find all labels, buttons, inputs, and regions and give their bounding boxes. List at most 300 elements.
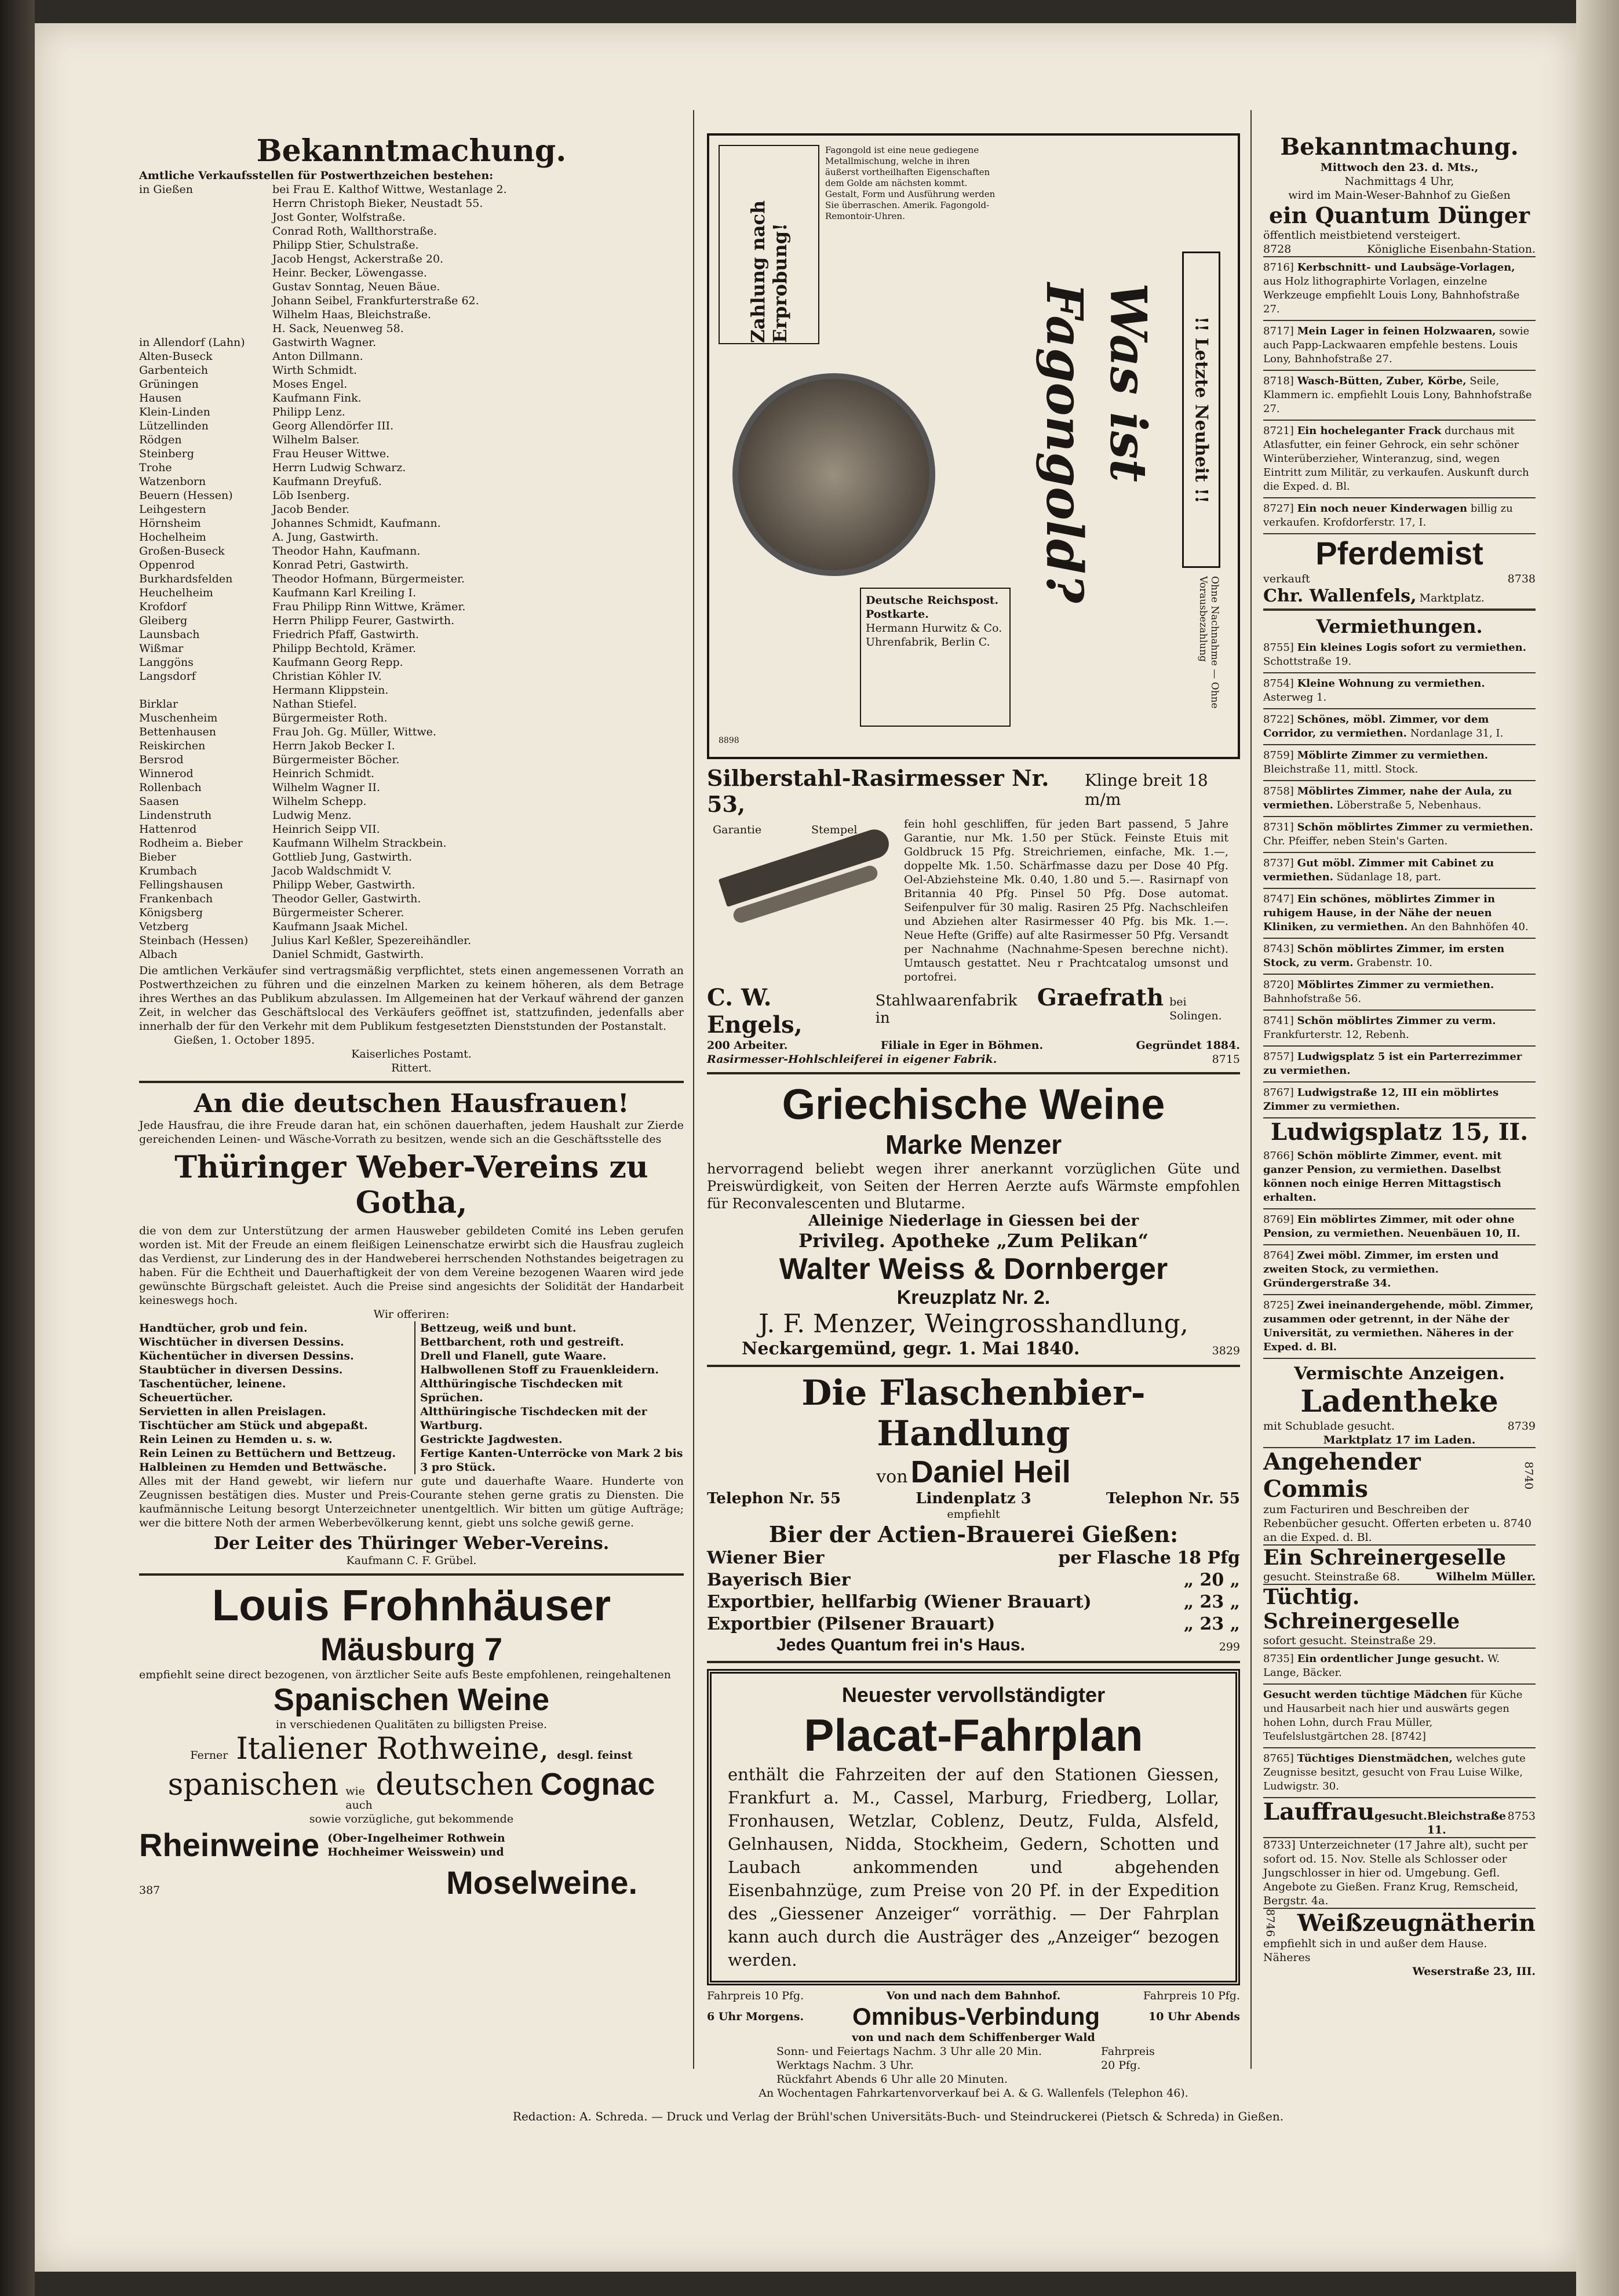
rental-ad (1263, 853, 1536, 889)
bek-row (139, 683, 684, 697)
bek-row (139, 433, 684, 447)
lt-title: Ladentheke (1300, 1384, 1498, 1419)
watch-side: Ohne Nachnahme — Ohne Vorausbezahlung (1197, 576, 1220, 709)
bek-place: Hörnsheim (139, 517, 201, 530)
lf-rhein2: (Ober-Ingelheimer Rothwein Hochheimer Weisswein) und (327, 1831, 505, 1858)
fb-beer-price: „ 23 „ (1183, 1614, 1240, 1634)
bek-row (139, 489, 684, 502)
hf-item: Rein Leinen zu Bettüchern und Bettzeug. (139, 1447, 396, 1460)
rental-ad-num: 8722] (1263, 713, 1294, 726)
bek-place: Langsdorf (139, 670, 196, 683)
small-ad (1263, 1748, 1536, 1798)
gw-kreuz: Kreuzplatz Nr. 2. (896, 1287, 1051, 1309)
lf-desgl: desgl. feinst (557, 1749, 633, 1762)
bek-place: in Allendorf (Lahn) (139, 336, 245, 349)
bek-row (139, 363, 684, 377)
rm-blade: Klinge breit 18 m/m (1084, 771, 1208, 809)
bek-place: Albach (139, 948, 178, 961)
hf-item: Halbleinen zu Hemden und Bettwäsche. (139, 1461, 387, 1474)
bek-row (139, 516, 684, 530)
gw-text: hervorragend beliebt wegen ihrer anerkannt vorzüglichen Güte und Preiswürdigkeit, von Seiten der Herren Aerzte aufs Wärmste empfohlen für Reconvalescenten und Blutarme. (707, 1161, 1240, 1212)
bek-row (139, 767, 684, 781)
bek-place: Gleiberg (139, 614, 188, 627)
bek-row (139, 502, 684, 516)
bek-row (139, 808, 684, 822)
bek-row (139, 544, 684, 558)
bek-place (139, 224, 272, 238)
om-fp2: Fahrpreis 10 Pfg. (1143, 1989, 1240, 2002)
hf-item: Drell und Flanell, gute Waare. (420, 1350, 607, 1362)
hf-sign2: Kaufmann C. F. Grübel. (346, 1554, 477, 1567)
bek-row (139, 669, 684, 683)
watch-title1: Was ist (1099, 282, 1157, 482)
rental-ad (1263, 745, 1536, 781)
bek-seller: Heinrich Schmidt. (272, 767, 375, 780)
bek-place (139, 196, 272, 210)
gw-nied: Alleinige Niederlage in Giessen bei der (808, 1212, 1139, 1230)
bek-row (139, 447, 684, 461)
lp-ad-title: Schön möblirte Zimmer, event. mit ganzer Pension, zu vermiethen. Daselbst können noch einige Herren Mittagstisch erhalten. (1263, 1150, 1502, 1204)
va-title: Vermischte Anzeigen. (1294, 1364, 1505, 1384)
rental-ad-text: An den Bahnhöfen 40. (1411, 921, 1529, 933)
rental-ad-num: 8741] (1263, 1015, 1294, 1027)
rental-ad-text: Löberstraße 5, Nebenhaus. (1336, 799, 1482, 811)
lt-addr: Marktplatz 17 im Laden. (1263, 1433, 1536, 1448)
hf-item: Bettbarchent, roth und gestreift. (420, 1336, 624, 1349)
c3-bek-l4: öffentlich meistbietend versteigert. (1263, 229, 1461, 242)
rental-ad-num: 8737] (1263, 857, 1294, 869)
rental-ad-num: 8755] (1263, 642, 1294, 654)
bek-place: Trohe (139, 461, 172, 474)
hf-left-list (139, 1321, 403, 1474)
pf-title: Placat-Fahrplan (804, 1710, 1143, 1761)
pf-text: enthält die Fahrzeiten der auf den Stationen Giessen, Frankfurt a. M., Cassel, Marburg, Friedberg, Lollar, Fronhausen, Wetzlar, Coblenz, Deutz, Fulda, Alsfeld, Gelnhausen, Nidda, Stockheim, Gedern, Schotten und Laubach ankommenden und abgehenden Eisenbahnzüge, zum Preise von 20 Pf. in der Expedition des „Giessener Anzeiger“ vorräthig. — Der Fahrplan kann auch durch die Austräger des „Anzeiger“ bezogen werden. (728, 1765, 1219, 1970)
rm-fil: Filiale in Eger in Böhmen. (880, 1039, 1044, 1052)
bek-place: Krofdorf (139, 600, 187, 613)
rental-ad-title: Schön möblirtes Zimmer zu vermiethen. (1297, 821, 1533, 833)
bek-row (139, 349, 684, 363)
small-ad-num: 8727] (1263, 502, 1294, 515)
gw-title: Griechische Weine (782, 1080, 1165, 1128)
om-rueck: Rückfahrt Abends 6 Uhr alle 20 Minuten. (776, 2073, 1008, 2086)
bek-seller: Herrn Ludwig Schwarz. (272, 461, 406, 474)
bek-row (139, 377, 684, 391)
fb-price-row (707, 1591, 1240, 1613)
pf-mist-markt: Marktplatz. (1419, 592, 1485, 604)
lp-ad (1263, 1295, 1536, 1359)
bek-row (139, 697, 684, 711)
column-rule-2 (1250, 110, 1252, 2069)
lf-name: Louis Frohnhäuser (212, 1581, 611, 1630)
bek-seller: Johannes Schmidt, Kaufmann. (272, 517, 441, 530)
bek-seller: Kaufmann Jsaak Michel. (272, 920, 408, 933)
c3-bek-big: ein Quantum Dünger (1268, 202, 1530, 228)
hf-item: Gestrickte Jagdwesten. (420, 1433, 563, 1446)
bek-place (139, 280, 272, 294)
column-left (139, 110, 684, 1901)
sg-text: gesucht. Steinstraße 68. (1263, 1570, 1401, 1583)
bek-seller: Christian Köhler IV. (272, 670, 382, 683)
watch-ad (707, 133, 1240, 759)
bek-seller: Gottlieb Jung, Gastwirth. (272, 851, 413, 863)
bek-place: Hattenrod (139, 823, 197, 836)
bek-place: Bersrod (139, 753, 184, 766)
rm-gegr: Gegründet 1884. (1136, 1039, 1240, 1052)
bek-seller: Theodor Hofmann, Bürgermeister. (272, 573, 465, 585)
hf-text: die von dem zur Unterstützung der armen Hausweber gebildeten Comité ins Leben gerufen worden ist. Mit der Freude an einem fleißigen Leinenschatze erwirbt sich die Hausfrau zugleich das Verdienst, zur Linderung des in der Handweberei herrschenden Nothstandes beigetragen zu haben. Für die Echtheit und Dauerhaftigkeit der von dem Vereine bezogenen Waaren wird jede gewünschte Bürgschaft geleistet. Auch die Preise sind angesichts der Solidität der Handarbeit keineswegs hoch. (139, 1224, 684, 1307)
rental-ad-title: Kleine Wohnung zu vermiethen. (1297, 677, 1485, 690)
small-ad-num: 8717] (1263, 325, 1294, 337)
rental-ad (1263, 889, 1536, 939)
imprint: Redaction: A. Schreda. — Druck und Verlag der Brühl'schen Universitäts-Buch- und Steindruckerei (Pietsch & Schreda) in Gießen. (512, 2109, 1284, 2123)
om-6: 6 Uhr Morgens. (707, 2010, 804, 2023)
gw-ww: Walter Weiss & Dornberger (779, 1252, 1168, 1286)
small-ad-title: Kerbschnitt- und Laubsäge-Vorlagen, (1297, 261, 1515, 274)
small-ad-title: Tüchtiges Dienstmädchen, (1297, 1752, 1453, 1765)
bek-row (139, 196, 684, 210)
gw-menzer: J. F. Menzer, Weingrosshandlung, (759, 1309, 1188, 1339)
small-ad-text: Seile, Klammern ic. empfiehlt Louis Lony, Bahnhofstraße 27. (1263, 375, 1532, 415)
rental-ad (1263, 817, 1536, 853)
fb-beer-price: „ 20 „ (1183, 1570, 1240, 1590)
bek-seller: Philipp Lenz. (272, 406, 345, 418)
small-ad-num: 8721] (1263, 425, 1294, 437)
bek-row (139, 280, 684, 294)
bek-seller: Ludwig Menz. (272, 809, 352, 822)
rental-ad-title: Ein schönes, möblirtes Zimmer in ruhigem Hause, in der Nähe der neuen Kliniken, zu vermiethen. (1263, 893, 1496, 933)
bek-seller: Philipp Bechtold, Krämer. (272, 642, 416, 655)
rental-ad-title: Schön möblirtes Zimmer, im ersten Stock, zu verm. (1263, 943, 1505, 969)
small-ad-text: sowie auch Papp-Lackwaaren empfehle bestens. Louis Lony, Bahnhofstraße 27. (1263, 325, 1530, 365)
rental-ad-title: Schön möblirtes Zimmer zu verm. (1297, 1015, 1496, 1027)
bek-sign2: Rittert. (391, 1062, 432, 1074)
rental-ad (1263, 709, 1536, 745)
lp-ad-title: Zwei ineinandergehende, möbl. Zimmer, zusammen oder getrennt, in der Nähe der Universität, zu vermiethen. Näheres in der Exped. d. Bl. (1263, 1299, 1534, 1353)
small-ad-title: Ein hocheleganter Frack (1297, 425, 1442, 437)
bek-place: Saasen (139, 795, 179, 808)
bek-place (139, 683, 272, 697)
lauffrau-ges: gesucht. (1374, 1810, 1427, 1823)
bek-sign1: Kaiserliches Postamt. (351, 1048, 472, 1060)
bek-seller: Wilhelm Wagner II. (272, 781, 380, 794)
rental-ad-text: Asterweg 1. (1263, 691, 1327, 704)
watch-post: Deutsche Reichspost. Postkarte. (866, 594, 999, 621)
bek-seller: Kaufmann Fink. (272, 392, 362, 404)
small-ad-text: billig zu verkaufen. Krofdorferstr. 17, I. (1263, 502, 1513, 529)
small-ad-num: 8765] (1263, 1752, 1294, 1765)
bek-seller: Anton Dillmann. (272, 350, 363, 363)
lauffrau2-text: 8733] Unterzeichneter (17 Jahre alt), sucht per sofort od. 15. Nov. Stelle als Schlosser oder Jungschlosser in hier od. Umgebung. Gefl. Angebote zu Gießen. Franz Krug, Remscheid, Bergstr. 4a. (1263, 1838, 1536, 1909)
hf-item: Tischtücher am Stück und abgepaßt. (139, 1419, 368, 1432)
pf-mist-verk: verkauft (1263, 573, 1310, 585)
bek-row (139, 391, 684, 405)
fb-beer-name: Wiener Bier (707, 1548, 825, 1568)
hf-item: Servietten in allen Preislagen. (139, 1405, 326, 1418)
fb-tel2: Telephon Nr. 55 (1106, 1490, 1240, 1507)
column-middle (707, 110, 1240, 2100)
rental-ad-title: Möblirtes Zimmer zu vermiethen. (1297, 979, 1494, 991)
column-rule-1 (693, 110, 694, 2069)
lp-title: Ludwigsplatz 15, II. (1270, 1118, 1529, 1146)
bek-row (139, 892, 684, 906)
bek-seller: Gustav Sonntag, Neuen Bäue. (272, 280, 440, 293)
watch-title2: Fagongold? (1035, 282, 1093, 603)
lf-wie: wie auch (345, 1785, 373, 1812)
fb-beer-price: „ 23 „ (1183, 1592, 1240, 1612)
lp-ad-title: Ein möblirtes Zimmer, mit oder ohne Pension, zu vermiethen. Neuenbäuen 10, II. (1263, 1213, 1520, 1240)
column-right (1263, 110, 1536, 1978)
bek-seller: Conrad Roth, Wallthorstraße. (272, 225, 437, 238)
om-foot: An Wochentagen Fahrkartenvorverkauf bei A. & G. Wallenfels (Telephon 46). (759, 2087, 1188, 2100)
rm-arb: 200 Arbeiter. (707, 1039, 788, 1052)
lp-ad-num: 8764] (1263, 1249, 1294, 1262)
bek-row (139, 753, 684, 767)
bek-row (139, 655, 684, 669)
small-ad (1263, 257, 1536, 321)
bek-row (139, 906, 684, 920)
lp-ad-title: Zwei möbl. Zimmer, im ersten und zweiten Stock, zu vermiethen. Gründergerstraße 34. (1263, 1249, 1499, 1289)
lf-rhein: Rheinweine (139, 1827, 320, 1863)
bek-seller: Daniel Schmidt, Gastwirth. (272, 948, 424, 961)
bek-place (139, 252, 272, 266)
lf-span: Spanischen Weine (273, 1682, 550, 1717)
bek-list (139, 183, 684, 961)
bek-place: Fellingshausen (139, 879, 223, 891)
lp-ad-num: 8725] (1263, 1299, 1294, 1311)
hf-item: Altthüringische Tischdecken mit Sprüchen. (420, 1377, 623, 1404)
fb-price-list (707, 1547, 1240, 1635)
fb-beer-name: Bayerisch Bier (707, 1570, 851, 1590)
bek-place: Grüningen (139, 378, 199, 391)
watch-pay: Zahlung nach Erprobung! (747, 200, 791, 343)
lf-cog1: spanischen (167, 1767, 339, 1802)
fb-bier: Bier der Actien-Brauerei Gießen: (768, 1521, 1179, 1547)
bek-seller: Frau Philipp Rinn Wittwe, Krämer. (272, 600, 466, 613)
bek-seller: Jacob Hengst, Ackerstraße 20. (272, 253, 444, 265)
rental-ad-text: Schottstraße 19. (1263, 655, 1352, 668)
c3-bek-l5: Königliche Eisenbahn-Station. (1367, 243, 1536, 256)
pf-neu: Neuester vervollständigter (841, 1683, 1106, 1707)
lf-cog2: deutschen (375, 1767, 534, 1802)
hf-item: Altthüringische Tischdecken mit der Wartburg. (420, 1405, 647, 1432)
rental-ad (1263, 939, 1536, 975)
bek-place: Winnerod (139, 767, 194, 780)
hf-sign: Der Leiter des Thüringer Weber-Vereins. (213, 1533, 610, 1554)
c3-bek-l2: Nachmittags 4 Uhr, (1344, 175, 1454, 188)
bek-seller: Herrn Christoph Bieker, Neustadt 55. (272, 197, 483, 210)
small-ad-title: Mein Lager in feinen Holzwaaren, (1297, 325, 1496, 337)
hf-item: Scheuertücher. (139, 1391, 234, 1404)
bek-place: Alten-Buseck (139, 350, 213, 363)
rental-ad-num: 8757] (1263, 1051, 1294, 1063)
bek-place: Rodheim a. Bieber (139, 837, 243, 850)
rental-ad-num: 8758] (1263, 785, 1294, 797)
small-ad-title: Gesucht werden tüchtige Mädchen (1263, 1689, 1468, 1701)
om-werk: Werktags Nachm. 3 Uhr. (776, 2059, 914, 2072)
lt-text: mit Schublade gesucht. (1263, 1420, 1395, 1433)
bek-place: Lindenstruth (139, 809, 212, 822)
bek-place: Muschenheim (139, 712, 218, 724)
rental-ad (1263, 637, 1536, 673)
hf-item: Wischtücher in diversen Dessins. (139, 1336, 344, 1349)
lp-ad (1263, 1245, 1536, 1295)
rental-ad (1263, 673, 1536, 709)
placat-fahrplan-box (707, 1669, 1240, 1985)
bek-seller: Frau Heuser Wittwe. (272, 447, 390, 460)
small-ad-num: 8718] (1263, 375, 1294, 387)
bek-row (139, 419, 684, 433)
bek-seller: Bürgermeister Böcher. (272, 753, 400, 766)
ts-text: sofort gesucht. Steinstraße 29. (1263, 1634, 1536, 1649)
bek-row (139, 475, 684, 489)
c3-bek-num: 8728 (1263, 243, 1292, 256)
rm-stempel: Stempel (811, 823, 858, 836)
bek-place: Langgöns (139, 656, 194, 669)
rm-bei: bei Solingen. (1169, 996, 1222, 1022)
bek-place: Wißmar (139, 642, 184, 655)
fb-beer-name: Exportbier (Pilsener Brauart) (707, 1614, 996, 1634)
bek-intro: Amtliche Verkaufsstellen für Postwerthzeichen bestehen: (139, 169, 494, 182)
bek-row (139, 822, 684, 836)
book-spine (0, 0, 35, 2296)
bek-row (139, 572, 684, 586)
lauffrau-addr: Bleichstraße 11. (1427, 1810, 1506, 1836)
bek-place: Birklar (139, 698, 178, 710)
bek-row (139, 238, 684, 252)
lt-num: 8739 (1507, 1420, 1536, 1433)
rental-ad (1263, 781, 1536, 817)
bek-place (139, 308, 272, 322)
gw-num: 3829 (1212, 1344, 1240, 1357)
bek-seller: Friedrich Pfaff, Gastwirth. (272, 628, 420, 641)
bek-row (139, 308, 684, 322)
rental-ad-num: 8754] (1263, 677, 1294, 690)
pf-mist-num: 8738 (1507, 573, 1536, 585)
bek-seller: Philipp Weber, Gastwirth. (272, 879, 415, 891)
small-ads-2 (1263, 1649, 1536, 1798)
bek-seller: Wilhelm Haas, Bleichstraße. (272, 308, 432, 321)
ts-title: Tüchtig. Schreinergeselle (1263, 1585, 1460, 1634)
bek-seller: Löb Isenberg. (272, 489, 350, 502)
bek-row (139, 628, 684, 642)
rental-ad-num: 8747] (1263, 893, 1294, 905)
bek-row (139, 530, 684, 544)
bek-place (139, 322, 272, 336)
rental-ad-title: Möblirte Zimmer zu vermiethen. (1297, 749, 1489, 761)
small-ad (1263, 1685, 1536, 1748)
rental-ad-num: 8720] (1263, 979, 1294, 991)
bek-row (139, 558, 684, 572)
rental-ad-text: Nordanlage 31, I. (1410, 727, 1504, 739)
rental-ad-text: Bahnhofstraße 56. (1263, 993, 1362, 1005)
rental-ad-title: Möblirtes Zimmer, nahe der Aula, zu vermiethen. (1263, 785, 1512, 811)
bek-place: Steinbach (Hessen) (139, 934, 249, 947)
bek-seller: Kaufmann Dreyfuß. (272, 475, 382, 488)
small-ad-text: aus Holz lithographirte Vorlagen, einzelne Werkzeuge empfiehlt Louis Lony, Bahnhofstraße 27. (1263, 275, 1520, 315)
bek-row (139, 336, 684, 349)
hf-title: An die deutschen Hausfrauen! (194, 1089, 629, 1118)
rental-ad (1263, 1047, 1536, 1083)
bek-seller: Bürgermeister Roth. (272, 712, 388, 724)
bek-seller: Johann Seibel, Frankfurterstraße 62. (272, 294, 479, 307)
hf-item: Bettzeug, weiß und bunt. (420, 1322, 577, 1335)
bek-seller: Julius Karl Keßler, Spezereihändler. (272, 934, 472, 947)
lp-ad (1263, 1146, 1536, 1209)
rental-ad (1263, 975, 1536, 1011)
c3-bek-l3: wird im Main-Weser-Bahnhof zu Gießen (1288, 189, 1511, 202)
bek-place: Frankenbach (139, 892, 213, 905)
rental-ad-text: Frankfurterstr. 12, Rebenh. (1263, 1029, 1409, 1041)
rm-engels: C. W. Engels, (707, 984, 803, 1038)
small-ad-title: Wasch-Bütten, Zuber, Körbe, (1297, 375, 1467, 387)
rental-ad-num: 8767] (1263, 1087, 1294, 1099)
rental-ad-num: 8759] (1263, 749, 1294, 761)
bek-row (139, 725, 684, 739)
bek-row (139, 850, 684, 864)
rental-ad-num: 8731] (1263, 821, 1294, 833)
bek-seller: Kaufmann Wilhelm Strackbein. (272, 837, 447, 850)
bek-place (139, 266, 272, 280)
hf-item: Taschentücher, leinene. (139, 1377, 286, 1390)
fb-von: von (876, 1467, 908, 1487)
bek-place: Watzenborn (139, 475, 206, 488)
rental-ad (1263, 1011, 1536, 1047)
bek-seller: H. Sack, Neuenweg 58. (272, 322, 404, 335)
bek-row (139, 461, 684, 475)
pf-mist-name: Chr. Wallenfels, (1263, 586, 1417, 606)
rm-foot: Rasirmesser-Hohlschleiferei in eigener Fabrik. (707, 1053, 997, 1066)
fb-num: 299 (1219, 1641, 1240, 1653)
gw-neck: Neckargemünd, gegr. 1. Mai 1840. (742, 1339, 1080, 1359)
bek-row (139, 252, 684, 266)
bek-place: Reiskirchen (139, 739, 206, 752)
bek-row (139, 294, 684, 308)
bek-place: Steinberg (139, 447, 194, 460)
bek-seller: Georg Allendörfer III. (272, 420, 394, 432)
bek-place: Krumbach (139, 865, 197, 877)
small-ads-1 (1263, 257, 1536, 534)
bek-row (139, 878, 684, 892)
bek-row (139, 781, 684, 795)
bek-row (139, 864, 684, 878)
wz-addr: Weserstraße 23, III. (1412, 1965, 1536, 1978)
c3-bek-title: Bekanntmachung. (1280, 133, 1519, 161)
gw-sub: Marke Menzer (885, 1129, 1062, 1160)
lauffrau-num: 8753 (1507, 1810, 1536, 1823)
lf-cog3: Cognac (540, 1767, 655, 1802)
fb-price-row (707, 1569, 1240, 1591)
bek-seller: Kaufmann Karl Kreiling I. (272, 586, 417, 599)
hf-item: Halbwollenen Stoff zu Frauenkleidern. (420, 1364, 659, 1376)
bek-place: Rödgen (139, 433, 182, 446)
ac-text: zum Facturiren und Beschreiben der Rebenbücher gesucht. Offerten erbeten u. 8740 an die Exped. d. Bl. (1263, 1503, 1536, 1546)
bek-seller: Theodor Geller, Gastwirth. (272, 892, 421, 905)
small-ad-title: Ein noch neuer Kinderwagen (1297, 502, 1468, 515)
pf-mist-title: Pferdemist (1315, 535, 1483, 571)
rental-ad-title: Ein kleines Logis sofort zu vermiethen. (1297, 642, 1526, 654)
bek-seller: Hermann Klippstein. (272, 684, 389, 697)
verm-title: Vermiethungen. (1316, 615, 1483, 637)
bek-seller: Frau Joh. Gg. Müller, Wittwe. (272, 726, 436, 738)
bek-place: Großen-Buseck (139, 545, 225, 557)
bek-row (139, 210, 684, 224)
watch-text: Fagongold ist eine neue gediegene Metallmischung, welche in ihren äußerst vortheilhaften Eigenschaften dem Golde am nächsten kommt. Gestalt, Form und Ausführung werden Sie überraschen. Amerik. Fagongold-Remontoir-Uhren. (825, 145, 996, 221)
bek-place: Königsberg (139, 906, 203, 919)
bek-row (139, 795, 684, 808)
bek-text: Die amtlichen Verkäufer sind vertragsmäßig verpflichtet, stets einen angemessenen Vorrath an Postwerthzeichen zu führen und die einzelnen Marken zu keinem höheren, als dem Betrage ihres Werthes an das Publikum abzulassen. Im Allgemeinen hat der Verkauf während der ganzen Zeit, in welcher das Geschäftslocal des Verkäufers geöffnet ist, stattzufinden, jedenfalls aber innerhalb der für den Verkehr mit dem Publikum festgesetzten Dienststunden der Postanstalt. (139, 964, 684, 1033)
bek-row (139, 711, 684, 725)
bek-place: Vetzberg (139, 920, 189, 933)
